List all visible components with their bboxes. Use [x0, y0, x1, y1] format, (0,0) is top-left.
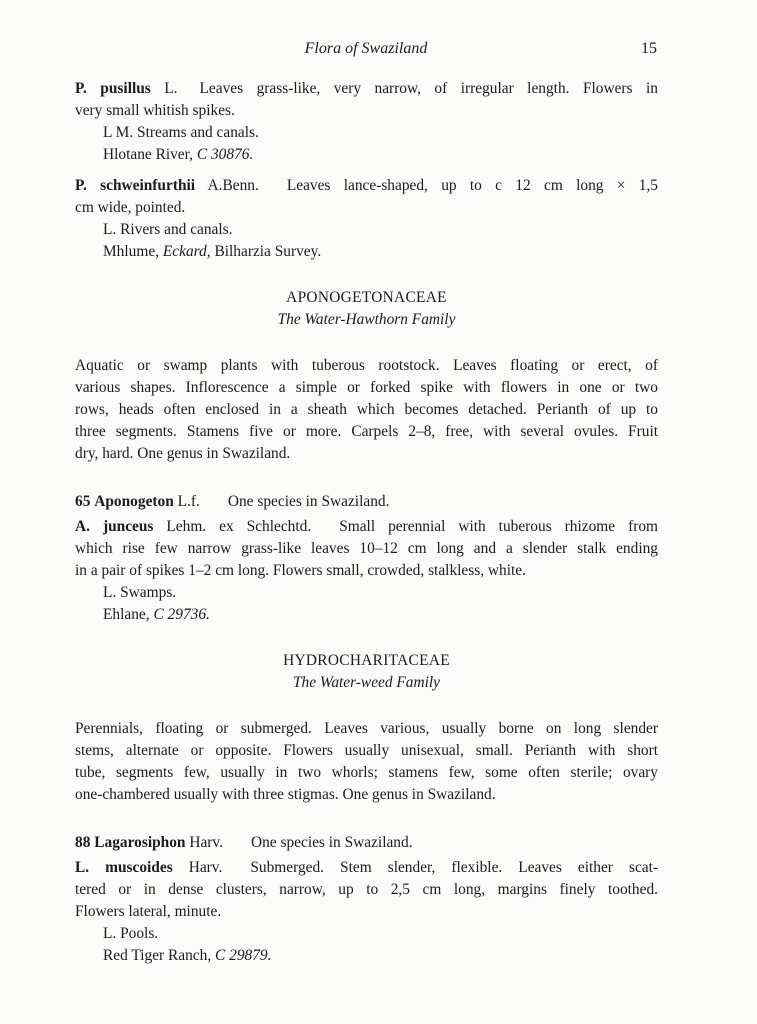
family-section-aponogetonaceae [75, 287, 658, 626]
species-description-cont: Flowers lateral, minute. [75, 903, 222, 920]
collector-number: C 29736. [153, 606, 210, 623]
genus-author: L.f. [177, 493, 200, 510]
running-title: Flora of Swaziland [304, 40, 428, 57]
species-description-cont: in a pair of spikes 1–2 cm long. Flowers small, crowded, stalkless, white. [75, 562, 526, 579]
collector-name: Eckard, [162, 243, 211, 260]
species-first-line [75, 78, 658, 100]
family-title: HYDROCHARITACEAE [283, 652, 450, 669]
page-number: 15 [641, 40, 657, 57]
family-description: Perennials, floating or submerged. Leaves various, usually borne on long slender stems, alternate or opposite. Flowers usually unisexual, small. Perianth with short tube, segments few, usually in two whorls; stamens few, some often sterile; ovary one-chambered usually with three stigmas. One genus in Swaziland. [75, 720, 658, 803]
species-habitat: L. Rivers and canals. [103, 221, 233, 238]
species-description: Leaves grass-like, very narrow, of irregular length. Flowers in [199, 80, 658, 97]
genus-heading [75, 491, 658, 513]
species-first-line [75, 175, 658, 197]
species-name: A. junceus [75, 518, 154, 535]
species-description: Small perennial with tuberous rhizome from [339, 518, 658, 535]
genus-note: One species in Swaziland. [250, 834, 413, 851]
species-description-cont: tered or in dense clusters, narrow, up to 2,5 cm long, margins finely toothed. [75, 881, 658, 898]
species-locality: Red Tiger Ranch, C 29879. [103, 947, 272, 964]
species-description: Leaves lance-shaped, up to c 12 cm long × 1,5 [286, 177, 658, 194]
survey-name: Bilharzia Survey. [214, 243, 322, 260]
species-description-cont: which rise few narrow grass-like leaves 10–12 cm long and a slender stalk ending [75, 540, 658, 557]
species-locality: Hlotane River, C 30876. [103, 146, 254, 163]
species-name: L. muscoides [75, 859, 173, 876]
species-description-cont: very small whitish spikes. [75, 102, 235, 119]
family-section-hydrocharitaceae [75, 650, 658, 967]
species-description: Submerged. Stem slender, flexible. Leaves either scat- [250, 859, 659, 876]
species-first-line [75, 857, 658, 879]
species-name: P. schweinfurthii [75, 177, 196, 194]
species-entry-schweinfurthii [75, 175, 658, 263]
species-entry-pusillus [75, 78, 658, 166]
family-common-name: The Water-weed Family [292, 674, 440, 691]
family-description: Aquatic or swamp plants with tuberous rootstock. Leaves floating or erect, of various shapes. Inflorescence a simple or forked spike with flowers in one or two rows, heads often enclosed in a sheath which becomes detached. Perianth of up to three segments. Stamens five or more. Carpels 2–8, free, with several ovules. Fruit dry, hard. One genus in Swaziland. [75, 357, 658, 462]
species-author: A.Benn. [207, 177, 259, 194]
species-habitat: L. Swamps. [103, 584, 177, 601]
species-author: Harv. [188, 859, 223, 876]
page-content [75, 78, 658, 967]
genus-number: 88 [75, 834, 91, 851]
species-locality: Ehlane, C 29736. [103, 606, 210, 623]
genus-note: One species in Swaziland. [227, 493, 390, 510]
family-title: APONOGETONACEAE [286, 289, 447, 306]
genus-number: 65 [75, 493, 91, 510]
genus-name: Lagarosiphon [94, 834, 186, 851]
family-common-name: The Water-Hawthorn Family [277, 311, 456, 328]
species-habitat: L M. Streams and canals. [103, 124, 259, 141]
species-habitat: L. Pools. [103, 925, 159, 942]
species-description-cont: cm wide, pointed. [75, 199, 186, 216]
species-locality: Mhlume, Eckard, Bilharzia Survey. [103, 243, 322, 260]
collector-number: C 29879. [215, 947, 272, 964]
genus-heading [75, 832, 658, 854]
species-author: Lehm. ex Schlechtd. [166, 518, 312, 535]
running-header [75, 40, 657, 62]
genus-name: Aponogeton [94, 493, 174, 510]
species-author: L. [164, 80, 178, 97]
genus-author: Harv. [189, 834, 223, 851]
species-name: P. pusillus [75, 80, 151, 97]
species-first-line [75, 516, 658, 538]
collector-number: C 30876. [196, 146, 254, 163]
